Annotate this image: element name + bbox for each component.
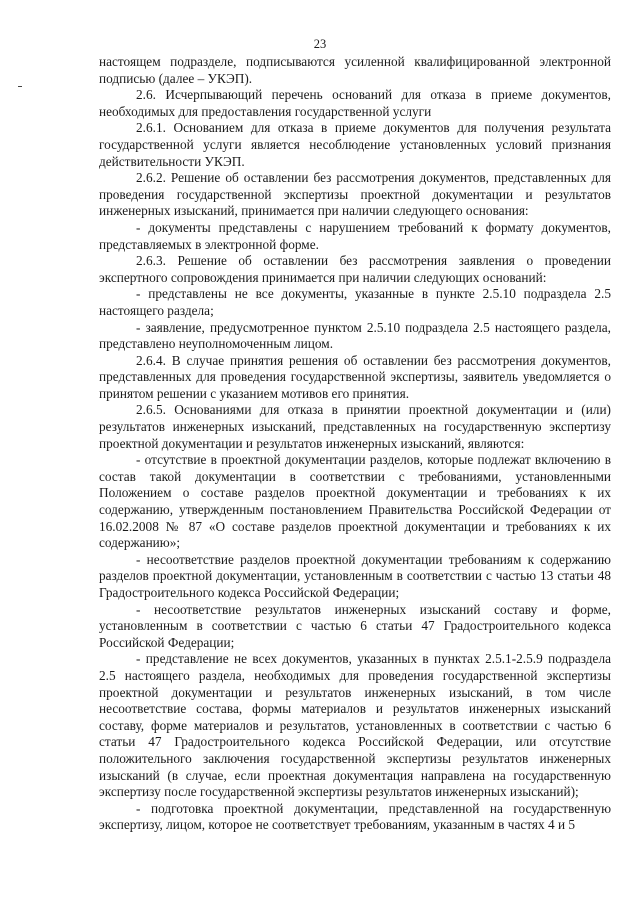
paragraph: 2.6.2. Решение об оставлении без рассмотрения документов, представленных для проведения государственной экспертизы проектной документации и результатов инженерных изысканий, принимается при наличии следующего основания:: [99, 170, 611, 219]
paragraph: 2.6. Исчерпывающий перечень оснований для отказа в приеме документов, необходимых для предоставления государственной услуги: [99, 87, 611, 119]
paragraph: - несоответствие результатов инженерных изысканий составу и форме, установленным в соответствии с частью 6 статьи 47 Градостроительного кодекса Российской Федерации;: [99, 601, 611, 650]
paragraph: 2.6.4. В случае принятия решения об оставлении без рассмотрения документов, представленных для проведения государственной экспертизы, заявитель уведомляется о принятом решении с указанием мотивов его принятия.: [99, 352, 611, 401]
document-body: [99, 54, 611, 834]
paragraph: настоящем подразделе, подписываются усиленной квалифицированной электронной подписью (далее – УКЭП).: [99, 54, 611, 86]
paragraph: 2.6.5. Основаниями для отказа в принятии проектной документации и (или) результатов инженерных изысканий, представленных на государственную экспертизу проектной документации и результатов инженерных изысканий, являются:: [99, 402, 611, 451]
paragraph: - отсутствие в проектной документации разделов, которые подлежат включению в состав такой документации в соответствии с требованиями, установленными Положением о составе разделов проектной документации и требованиях к их содержанию, утвержденным постановлением Правительства Российской Федерации от 16.02.2008 № 87 «О составе разделов проектной документации и требованиях к их содержанию»;: [99, 452, 611, 551]
paragraph: - представление не всех документов, указанных в пунктах 2.5.1-2.5.9 подраздела 2.5 настоящего раздела, необходимых для проведения государственной экспертизы проектной документации и результатов инженерных изысканий, в том числе несоответствие состава, формы материалов и результатов инженерных изысканий составу, форме материалов и результатов, установленных в соответствии с частью 6 статьи 47 Градостроительного кодекса Российской Федерации, или отсутствие положительного заключения государственной экспертизы результатов инженерных изысканий (в случае, если проектная документация направлена на государственную экспертизу после государственной экспертизы результатов инженерных изысканий);: [99, 651, 611, 800]
paragraph: 2.6.3. Решение об оставлении без рассмотрения заявления о проведении экспертного сопровождения принимается при наличии следующих оснований:: [99, 253, 611, 285]
page-number: 23: [313, 37, 327, 51]
paragraph: - представлены не все документы, указанные в пункте 2.5.10 подраздела 2.5 настоящего раздела;: [99, 286, 611, 318]
paragraph: 2.6.1. Основанием для отказа в приеме документов для получения результата государственной услуги является несоблюдение установленных условий признания действительности УКЭП.: [99, 120, 611, 169]
paragraph: - документы представлены с нарушением требований к формату документов, представляемых в электронной форме.: [99, 219, 611, 252]
paragraph: - несоответствие разделов проектной документации требованиям к содержанию разделов проектной документации, установленным в соответствии с частью 13 статьи 48 Градостроительного кодекса Российской Федерации;: [99, 551, 611, 600]
margin-mark: [18, 86, 22, 87]
paragraph: - заявление, предусмотренное пунктом 2.5.10 подраздела 2.5 настоящего раздела, представлено неуполномоченным лицом.: [99, 319, 611, 352]
paragraph: - подготовка проектной документации, представленной на государственную экспертизу, лицом, которое не соответствует требованиям, указанным в частях 4 и 5: [99, 800, 611, 833]
